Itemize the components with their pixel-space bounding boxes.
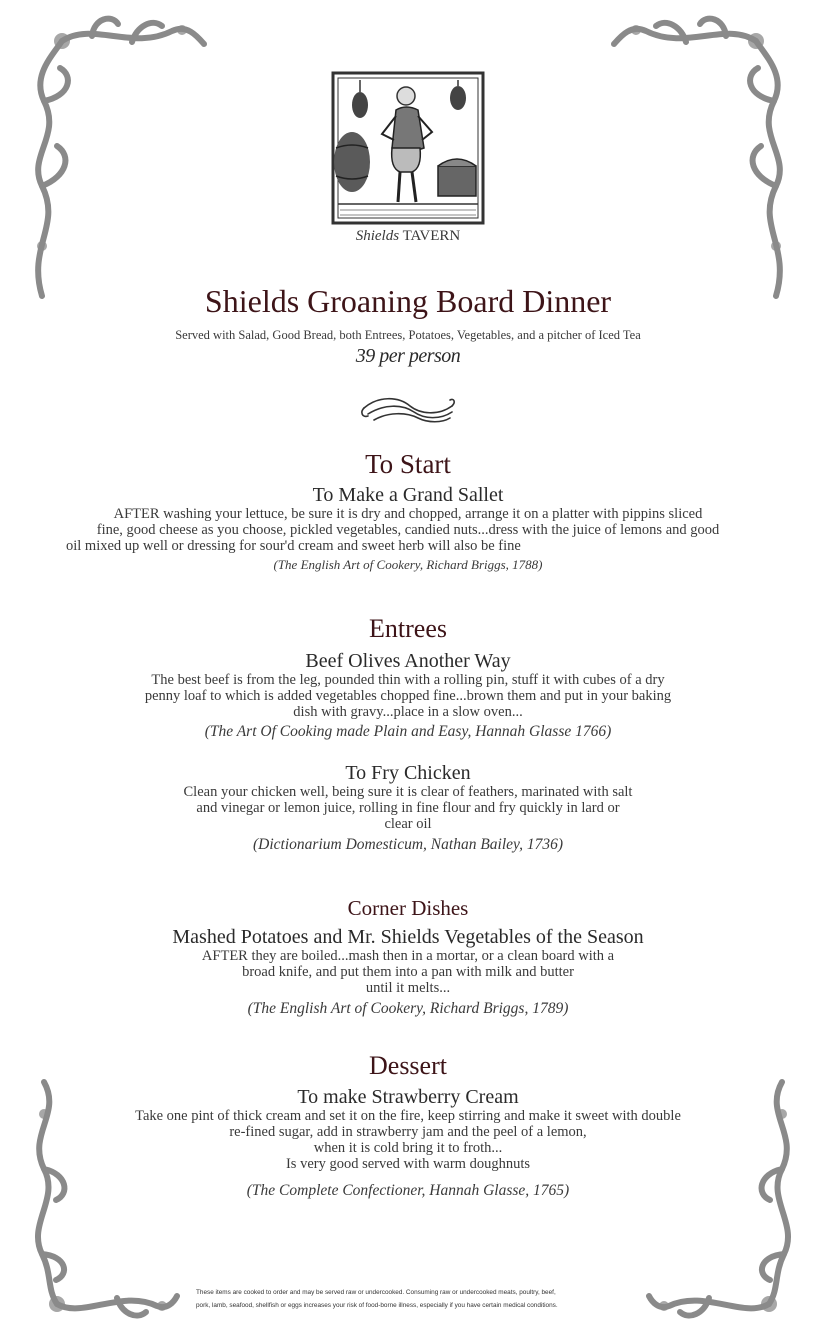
recipe-line: dish with gravy...place in a slow oven... bbox=[293, 704, 523, 720]
recipe-line: fine, good cheese as you choose, pickled vegetables, candied nuts...dress with the juice of lemons and good bbox=[96, 522, 720, 538]
dish-title-grand-sallet: To Make a Grand Sallet bbox=[312, 484, 504, 506]
recipe-line: and vinegar or lemon juice, rolling in fine flour and fry quickly in lard or bbox=[196, 800, 620, 816]
source-mashed-potatoes: (The English Art of Cookery, Richard Briggs, 1789) bbox=[247, 1000, 569, 1017]
recipe-line: Clean your chicken well, being sure it is clear of feathers, marinated with salt bbox=[183, 784, 633, 800]
recipe-fry-chicken bbox=[0, 784, 816, 832]
recipe-beef-olives bbox=[0, 672, 816, 720]
recipe-mashed-potatoes bbox=[0, 948, 816, 996]
logo-name-italic: Shields bbox=[355, 228, 400, 244]
recipe-line: Take one pint of thick cream and set it on the fire, keep stirring and make it sweet with double bbox=[135, 1108, 681, 1124]
source-beef-olives: (The Art Of Cooking made Plain and Easy, Hannah Glasse 1766) bbox=[204, 723, 612, 740]
section-heading-dessert: Dessert bbox=[369, 1051, 447, 1080]
recipe-line: penny loaf to which is added vegetables chopped fine...brown them and put in your baking bbox=[144, 688, 672, 704]
source-grand-sallet: (The English Art of Cookery, Richard Briggs, 1788) bbox=[273, 557, 543, 572]
logo-caption bbox=[330, 228, 486, 245]
dish-title-mashed-potatoes: Mashed Potatoes and Mr. Shields Vegetables of the Season bbox=[172, 926, 644, 948]
flourish-divider-icon bbox=[358, 394, 458, 426]
recipe-line: broad knife, and put them into a pan with milk and butter bbox=[242, 964, 574, 980]
page-title: Shields Groaning Board Dinner bbox=[204, 283, 612, 319]
recipe-line: re-fined sugar, add in strawberry jam and the peel of a lemon, bbox=[229, 1124, 587, 1140]
tavern-cook-woodcut-icon bbox=[330, 70, 486, 226]
recipe-line: Is very good served with warm doughnuts bbox=[285, 1156, 531, 1172]
recipe-line: when it is cold bring it to froth... bbox=[313, 1140, 503, 1156]
disclaimer-line: These items are cooked to order and may be served raw or undercooked. Consuming raw or undercooked meats, poultry, beef, bbox=[196, 1289, 556, 1296]
price: 39 per person bbox=[355, 345, 461, 367]
dish-title-strawberry-cream: To make Strawberry Cream bbox=[297, 1086, 519, 1108]
disclaimer-line: pork, lamb, seafood, shellfish or eggs increases your risk of food-borne illness, especially if you have certain medical conditions. bbox=[196, 1302, 558, 1309]
recipe-line: AFTER they are boiled...mash then in a mortar, or a clean board with a bbox=[201, 948, 615, 964]
tavern-logo bbox=[330, 70, 486, 248]
recipe-line: AFTER washing your lettuce, be sure it is dry and chopped, arrange it on a platter with pippins sliced bbox=[113, 506, 703, 522]
corner-ornament-top-right-icon bbox=[606, 6, 796, 306]
corner-ornament-top-left-icon bbox=[22, 6, 212, 306]
recipe-line: until it melts... bbox=[365, 980, 451, 996]
recipe-strawberry-cream bbox=[0, 1108, 816, 1172]
dish-title-beef-olives: Beef Olives Another Way bbox=[305, 650, 511, 672]
source-fry-chicken: (Dictionarium Domesticum, Nathan Bailey, 1736) bbox=[253, 836, 563, 853]
dish-title-fry-chicken: To Fry Chicken bbox=[345, 762, 471, 784]
section-heading-corner-dishes: Corner Dishes bbox=[347, 896, 469, 920]
section-heading-entrees: Entrees bbox=[369, 614, 447, 643]
food-safety-disclaimer bbox=[196, 1286, 620, 1312]
source-strawberry-cream: (The Complete Confectioner, Hannah Glasse, 1765) bbox=[246, 1182, 570, 1199]
recipe-line: oil mixed up well or dressing for sour'd cream and sweet herb will also be fine bbox=[66, 538, 521, 554]
logo-name-caps: TAVERN bbox=[402, 228, 461, 244]
section-heading-start: To Start bbox=[365, 449, 451, 479]
recipe-line: clear oil bbox=[384, 816, 432, 832]
recipe-line: The best beef is from the leg, pounded thin with a rolling pin, stuff it with cubes of a dry bbox=[151, 672, 665, 688]
page-subtitle: Served with Salad, Good Bread, both Entrees, Potatoes, Vegetables, and a pitcher of Iced Tea bbox=[175, 328, 641, 342]
recipe-grand-sallet bbox=[40, 506, 776, 554]
